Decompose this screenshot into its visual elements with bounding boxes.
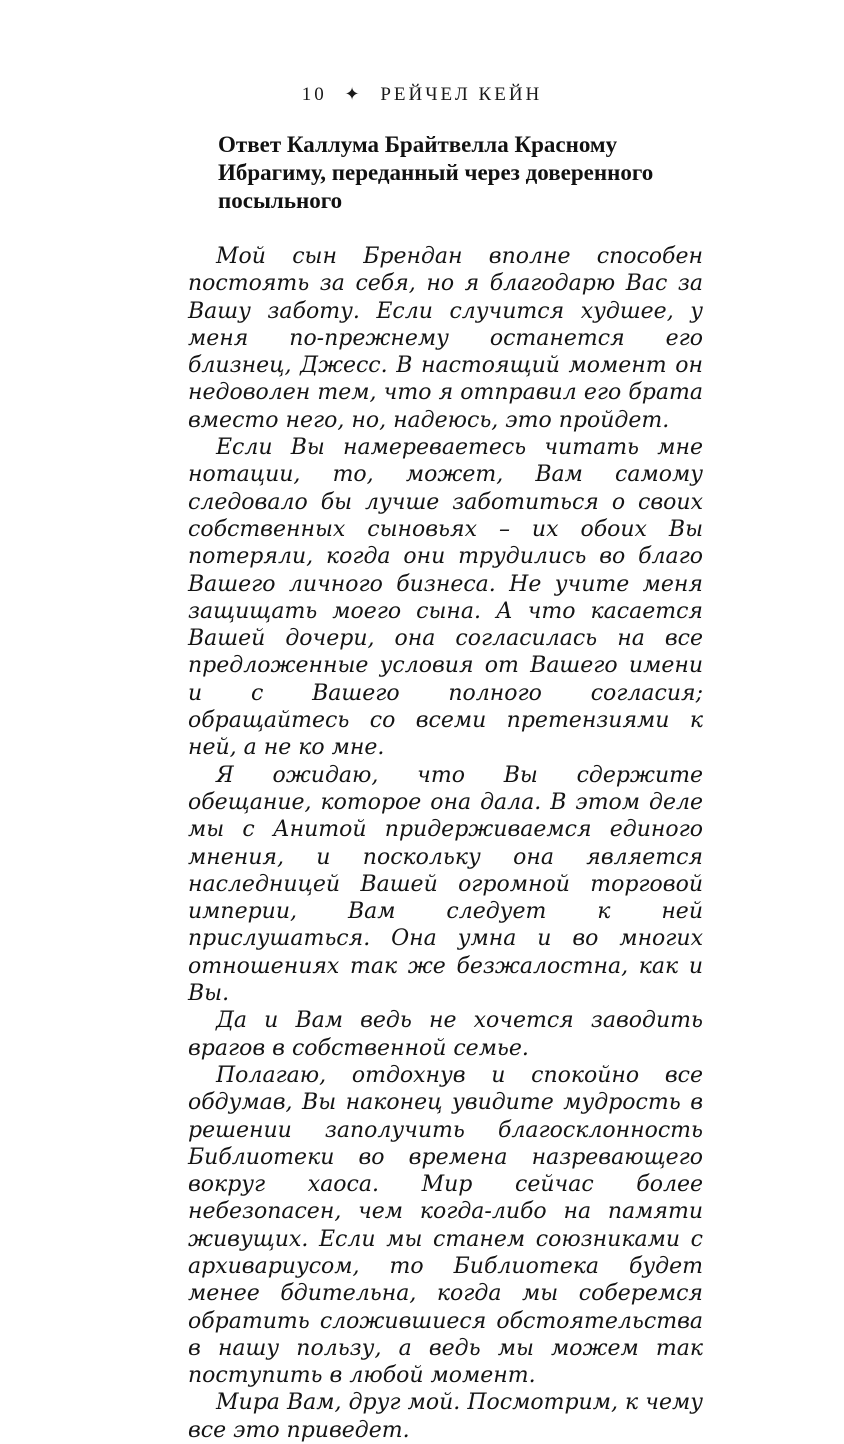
page-number: 10 xyxy=(301,84,327,105)
paragraph: Мой сын Брендан вполне способен постоять за себя, но я благодарю Вас за Вашу заботу. Если случится худшее, у меня по-прежнему останется его близнец, Джесс. В настоящий момент он недоволен тем, что я отправил его брата вместо него, но, надеюсь, это пройдет. xyxy=(188,244,703,433)
letter-body xyxy=(188,243,703,1444)
star-ornament-icon: ✦ xyxy=(344,84,363,104)
paragraph: Мира Вам, друг мой. Посмотрим, к чему все это приведет. xyxy=(188,1390,703,1443)
running-head xyxy=(0,84,844,106)
paragraph: Я ожидаю, что Вы сдержите обещание, которое она дала. В этом деле мы с Анитой придерживаемся единого мнения, и поскольку она является наследницей Вашей огромной торговой империи, Вам следует к ней прислушаться. Она умна и во многих отношениях так же безжалостна, как и Вы. xyxy=(188,762,703,1007)
paragraph: Да и Вам ведь не хочется заводить врагов в собственной семье. xyxy=(188,1008,703,1061)
letter-title: Ответ Каллума Брайтвелла Красному Ибрагиму, переданный через доверенного посыльного xyxy=(218,132,654,213)
paragraph: Полагаю, отдохнув и спокойно все обдумав, Вы наконец увидите мудрость в решении заполучить благосклонность Библиотеки во времена назревающего вокруг хаоса. Мир сейчас более небезопасен, чем когда-либо на памяти живущих. Если мы станем союзниками с архивариусом, то Библиотека будет менее бдительна, когда мы соберемся обратить сложившиеся обстоятельства в нашу пользу, а ведь мы можем так поступить в любой момент. xyxy=(188,1062,703,1389)
paragraph: Если Вы намереваетесь читать мне нотации, то, может, Вам самому следовало бы лучше заботиться о своих собственных сыновьях – их обоих Вы потеряли, когда они трудились во благо Вашего личного бизнеса. Не учите меня защищать моего сына. А что касается Вашей дочери, она согласилась на все предложенные условия от Вашего имени и с Вашего полного согласия; обращайтесь со всеми претензиями к ней, а не ко мне. xyxy=(188,435,703,761)
author-name: РЕЙЧЕЛ КЕЙН xyxy=(380,84,543,105)
